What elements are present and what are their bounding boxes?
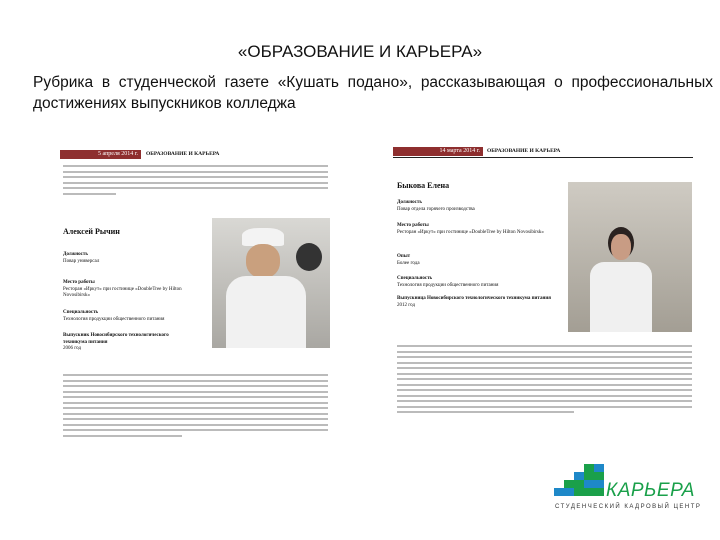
intro-text [63,165,328,198]
body-text [63,374,328,440]
field-label: Должность [397,200,423,205]
body-text [397,345,692,417]
field-value: 2006 год [63,346,82,351]
cook-photo [568,182,692,332]
field-value: Повар универсал [63,258,100,264]
field-experience [397,254,557,267]
field-label: Выпускник Новосибирского технологического техникума питания [63,333,169,345]
field-position [397,200,557,213]
field-value: Ресторан «Иркут» при гостинице «DoubleTree by Hilton Novosibirsk» [397,229,544,235]
date-bar: 5 апреля 2014 г. [60,150,141,159]
field-value: 2012 год [397,302,416,308]
field-value: Технология продукции общественного питания [397,282,499,288]
slide-subtitle: Рубрика в студенческой газете «Кушать подано», рассказывающая о профессиональных достижениях выпускников колледжа [33,74,713,112]
person-name: Алексей Рычин [63,227,120,236]
left-article [60,148,380,508]
field-value: Технология продукции общественного питания [63,316,165,322]
section-label: ОБРАЗОВАНИЕ И КАРЬЕРА [146,151,220,157]
field-label: Опыт [397,254,411,259]
field-graduate [63,333,173,353]
field-specialty [63,310,203,323]
field-label: Специальность [397,276,433,281]
header-rule [393,157,693,158]
field-label: Выпускница Новосибирского технологического техникума питания [397,296,551,301]
field-workplace [397,223,557,236]
field-value: Ресторан «Иркут» при гостинице «DoubleTree by Hilton Novosibirsk» [63,286,182,298]
field-label: Место работы [397,223,429,228]
field-label: Должность [63,252,89,257]
right-article [390,145,700,455]
field-workplace [63,280,203,300]
stairs-icon [550,464,610,504]
field-value: Более года [397,260,420,266]
field-graduate [397,296,557,309]
field-label: Специальность [63,310,99,315]
field-value: Повар отдела горячего производства [397,206,475,212]
slide-title: «ОБРАЗОВАНИЕ И КАРЬЕРА» [237,42,483,61]
person-name: Быкова Елена [397,181,450,190]
chef-photo [212,218,330,348]
field-position [63,252,203,265]
logo-tagline: СТУДЕНЧЕСКИЙ КАДРОВЫЙ ЦЕНТР [555,504,702,510]
field-specialty [397,276,557,289]
field-label: Место работы [63,280,95,285]
date-bar: 14 марта 2014 г. [393,147,483,156]
karyera-logo [550,462,702,532]
logo-name: КАРЬЕРА [606,480,695,501]
section-label: ОБРАЗОВАНИЕ И КАРЬЕРА [487,148,561,154]
